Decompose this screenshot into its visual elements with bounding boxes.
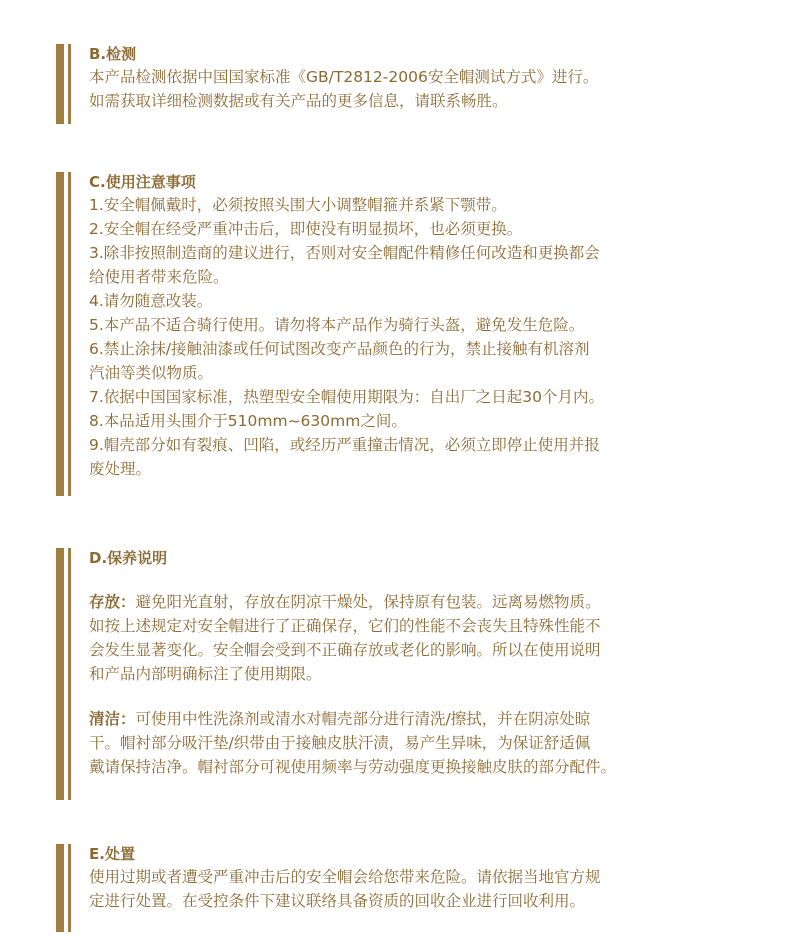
section-usage-notes (0, 172, 790, 496)
section-content (89, 548, 769, 779)
section-title: B.检测 (89, 45, 137, 63)
marker-bar-thin (68, 172, 71, 496)
list-line: 5.本产品不适合骑行使用。请勿将本产品作为骑行头盔，避免发生危险。 (89, 316, 585, 334)
cleaning-text: 可使用中性洗涤剂或清水对帽壳部分进行清洗/擦拭，并在阴凉处晾 (135, 710, 591, 728)
section-title: C.使用注意事项 (89, 173, 196, 191)
storage-paragraph-line: 如按上述规定对安全帽进行了正确保存，它们的性能不会丧失且特殊性能不 (89, 617, 601, 635)
section-content (89, 44, 769, 113)
section-marker (56, 44, 72, 124)
storage-paragraph-line: 和产品内部明确标注了使用期限。 (89, 665, 322, 683)
section-title: D.保养说明 (89, 549, 168, 567)
section-marker (56, 172, 72, 496)
list-line: 7.依据中国国家标准，热塑型安全帽使用期限为：自出厂之日起30个月内。 (89, 388, 605, 406)
cleaning-label: 清洁： (89, 710, 136, 728)
cleaning-paragraph-line (89, 707, 769, 731)
cleaning-paragraph-line: 干。帽衬部分吸汗垫/织带由于接触皮肤汗渍，易产生异味，为保证舒适佩 (89, 734, 591, 752)
list-line: 8.本品适用头围介于510mm~630mm之间。 (89, 412, 407, 430)
section-marker (56, 548, 72, 800)
marker-bar-thick (56, 172, 64, 496)
marker-bar-thin (68, 44, 71, 124)
marker-bar-thin (68, 548, 71, 800)
marker-bar-thick (56, 548, 64, 800)
section-title: E.处置 (89, 845, 135, 863)
paragraph-line: 使用过期或者遭受严重冲击后的安全帽会给您带来危险。请依据当地官方规 (89, 868, 601, 886)
marker-bar-thick (56, 44, 64, 124)
section-disposal (0, 844, 790, 932)
section-marker (56, 844, 72, 932)
cleaning-paragraph-line: 戴请保持洁净。帽衬部分可视使用频率与劳动强度更换接触皮肤的部分配件。 (89, 758, 617, 776)
list-line: 3.除非按照制造商的建议进行，否则对安全帽配件精修任何改造和更换都会 (89, 244, 600, 262)
storage-label: 存放： (89, 593, 136, 611)
marker-bar-thick (56, 844, 64, 932)
storage-text: 避免阳光直射，存放在阴凉干燥处，保持原有包装。远离易燃物质。 (135, 593, 601, 611)
section-inspection (0, 44, 790, 124)
storage-paragraph-line (89, 590, 769, 614)
paragraph-line: 定进行处置。在受控条件下建议联络具备资质的回收企业进行回收利用。 (89, 892, 586, 910)
paragraph-line: 如需获取详细检测数据或有关产品的更多信息，请联系畅胜。 (89, 92, 508, 110)
list-line: 9.帽壳部分如有裂痕、凹陷，或经历严重撞击情况，必须立即停止使用并报 (89, 436, 600, 454)
list-line: 汽油等类似物质。 (89, 364, 214, 382)
section-content (89, 844, 769, 913)
section-content (89, 172, 769, 481)
list-line: 4.请勿随意改装。 (89, 292, 213, 310)
section-maintenance (0, 548, 790, 800)
list-line: 2.安全帽在经受严重冲击后，即使没有明显损坏，也必须更换。 (89, 220, 523, 238)
paragraph-line: 本产品检测依据中国国家标准《GB/T2812-2006安全帽测试方式》进行。 (89, 68, 599, 86)
marker-bar-thin (68, 844, 71, 932)
list-line: 废处理。 (89, 460, 152, 478)
list-line: 1.安全帽佩戴时，必须按照头围大小调整帽箍并系紧下颚带。 (89, 196, 507, 214)
list-line: 6.禁止涂抹/接触油漆或任何试图改变产品颜色的行为，禁止接触有机溶剂 (89, 340, 590, 358)
list-line: 给使用者带来危险。 (89, 268, 229, 286)
storage-paragraph-line: 会发生显著变化。安全帽会受到不正确存放或老化的影响。所以在使用说明 (89, 641, 601, 659)
